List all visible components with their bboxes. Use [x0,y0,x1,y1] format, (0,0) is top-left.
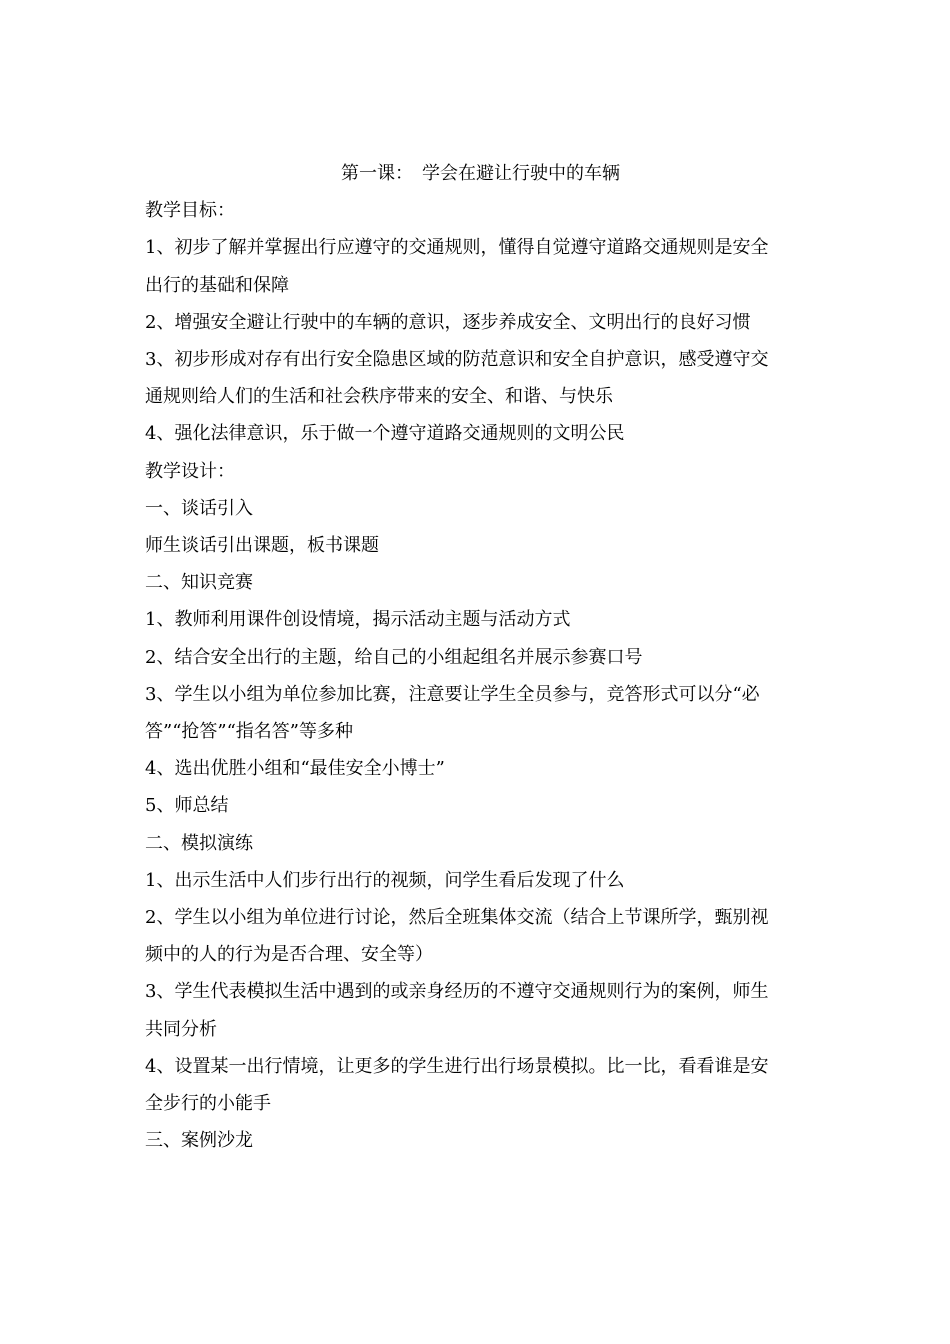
text-line: 4、强化法律意识，乐于做一个遵守道路交通规则的文明公民 [145,423,625,445]
text-line: 二、知识竞赛 [145,572,253,594]
document-body [145,155,810,1159]
text-line: 师生谈话引出课题，板书课题 [145,535,379,557]
text-line: 2、增强安全避让行驶中的车辆的意识，逐步养成安全、文明出行的良好习惯 [145,311,751,333]
text-line: 出行的基础和保障 [145,274,289,296]
text-line: 2、学生以小组为单位进行讨论，然后全班集体交流（结合上节课所学，甄别视 [145,907,769,929]
text-line: 1、教师利用课件创设情境，揭示活动主题与活动方式 [145,609,571,631]
text-line: 频中的人的行为是否合理、安全等） [145,944,433,966]
text-line: 3、学生以小组为单位参加比赛，注意要让学生全员参与，竞答形式可以分“必 [145,683,760,705]
text-line: 1、出示生活中人们步行出行的视频，问学生看后发现了什么 [145,869,625,891]
text-line: 2、结合安全出行的主题，给自己的小组起组名并展示参赛口号 [145,646,643,668]
text-line: 教学设计： [145,460,235,482]
text-line: 共同分析 [145,1018,217,1040]
text-line: 3、学生代表模拟生活中遇到的或亲身经历的不遵守交通规则行为的案例，师生 [145,981,769,1003]
text-line: 5、师总结 [145,795,229,817]
text-line: 答”“抢答”“指名答”等多种 [145,721,354,743]
text-line: 教学目标： [145,200,235,222]
text-line: 4、设置某一出行情境，让更多的学生进行出行场景模拟。比一比，看看谁是安 [145,1055,769,1077]
text-line: 三、案例沙龙 [145,1130,253,1152]
lesson-title: 第一课： 学会在避让行驶中的车辆 [341,163,620,184]
text-line: 通规则给人们的生活和社会秩序带来的安全、和谐、与快乐 [145,386,613,408]
text-line: 4、选出优胜小组和“最佳安全小博士” [145,758,445,780]
text-line: 二、模拟演练 [145,832,253,854]
text-line: 一、谈话引入 [145,497,253,519]
text-line: 全步行的小能手 [145,1093,271,1115]
text-line: 3、初步形成对存有出行安全隐患区域的防范意识和安全自护意识，感受遵守交 [145,349,769,371]
text-line: 1、初步了解并掌握出行应遵守的交通规则，懂得自觉遵守道路交通规则是安全 [145,237,769,259]
